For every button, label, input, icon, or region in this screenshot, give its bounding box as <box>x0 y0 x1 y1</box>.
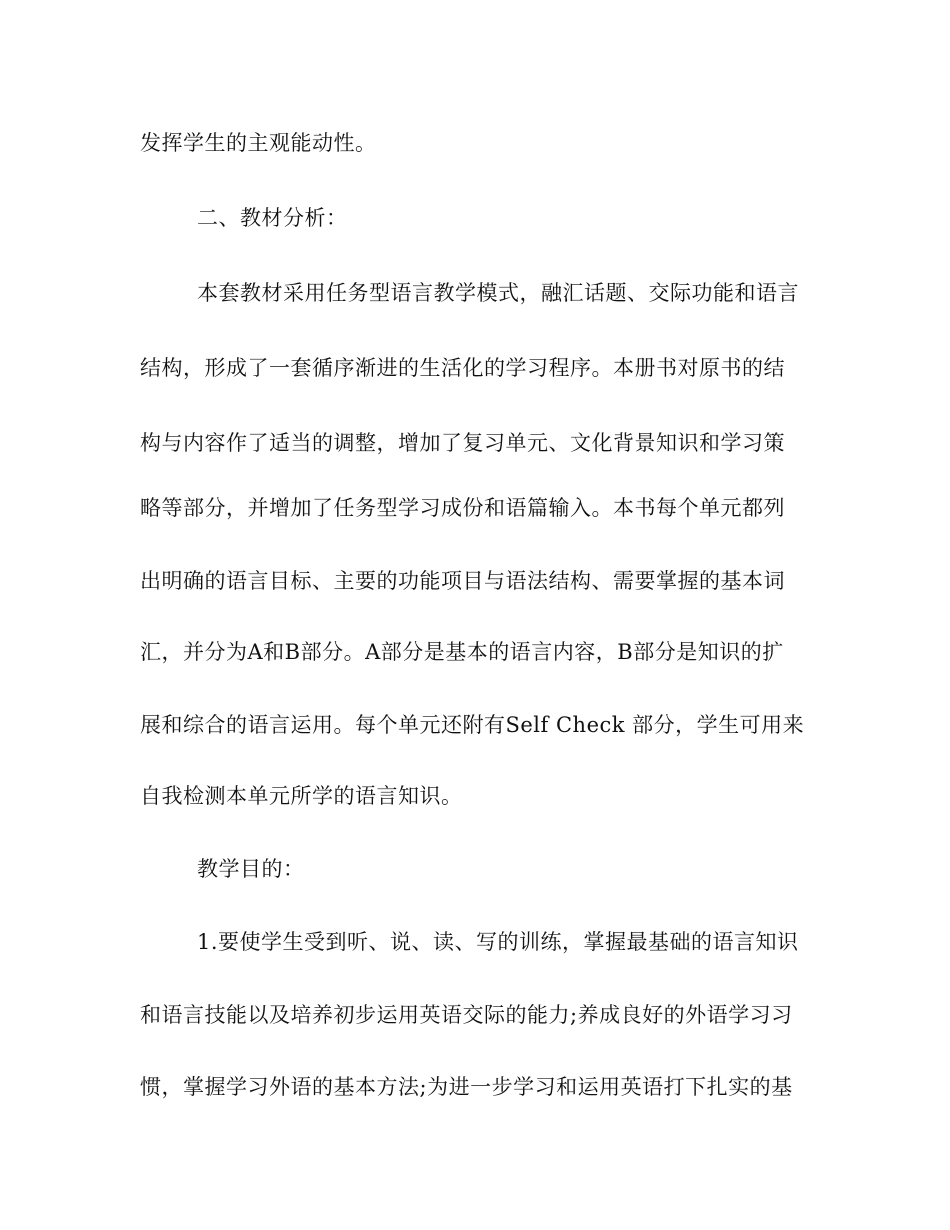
section-heading: 二、教材分析： <box>197 206 348 230</box>
paragraph-line: 构与内容作了适当的调整，增加了复习单元、文化背景知识和学习策 <box>140 431 785 455</box>
paragraph-line: 出明确的语言目标、主要的功能项目与语法结构、需要掌握的基本词 <box>140 569 785 593</box>
paragraph-line: 汇，并分为A和B部分。A部分是基本的语言内容，B部分是知识的扩 <box>140 640 784 664</box>
section-heading: 教学目的： <box>197 857 305 881</box>
paragraph-line: 略等部分，并增加了任务型学习成份和语篇输入。本书每个单元都列 <box>140 496 785 520</box>
paragraph-line: 1.要使学生受到听、说、读、写的训练，掌握最基础的语言知识 <box>197 930 799 954</box>
paragraph-line: 惯，掌握学习外语的基本方法;为进一步学习和运用英语打下扎实的基 <box>140 1075 793 1099</box>
paragraph-line: 自我检测本单元所学的语言知识。 <box>140 784 463 808</box>
paragraph-line: 结构，形成了一套循序渐进的生活化的学习程序。本册书对原书的结 <box>140 356 785 380</box>
paragraph-line: 和语言技能以及培养初步运用英语交际的能力;养成良好的外语学习习 <box>140 1003 793 1027</box>
paragraph-line: 展和综合的语言运用。每个单元还附有Self Check 部分，学生可用来 <box>140 713 805 737</box>
paragraph-line: 本套教材采用任务型语言教学模式，融汇话题、交际功能和语言 <box>197 281 799 305</box>
paragraph-line: 发挥学生的主观能动性。 <box>140 131 377 155</box>
